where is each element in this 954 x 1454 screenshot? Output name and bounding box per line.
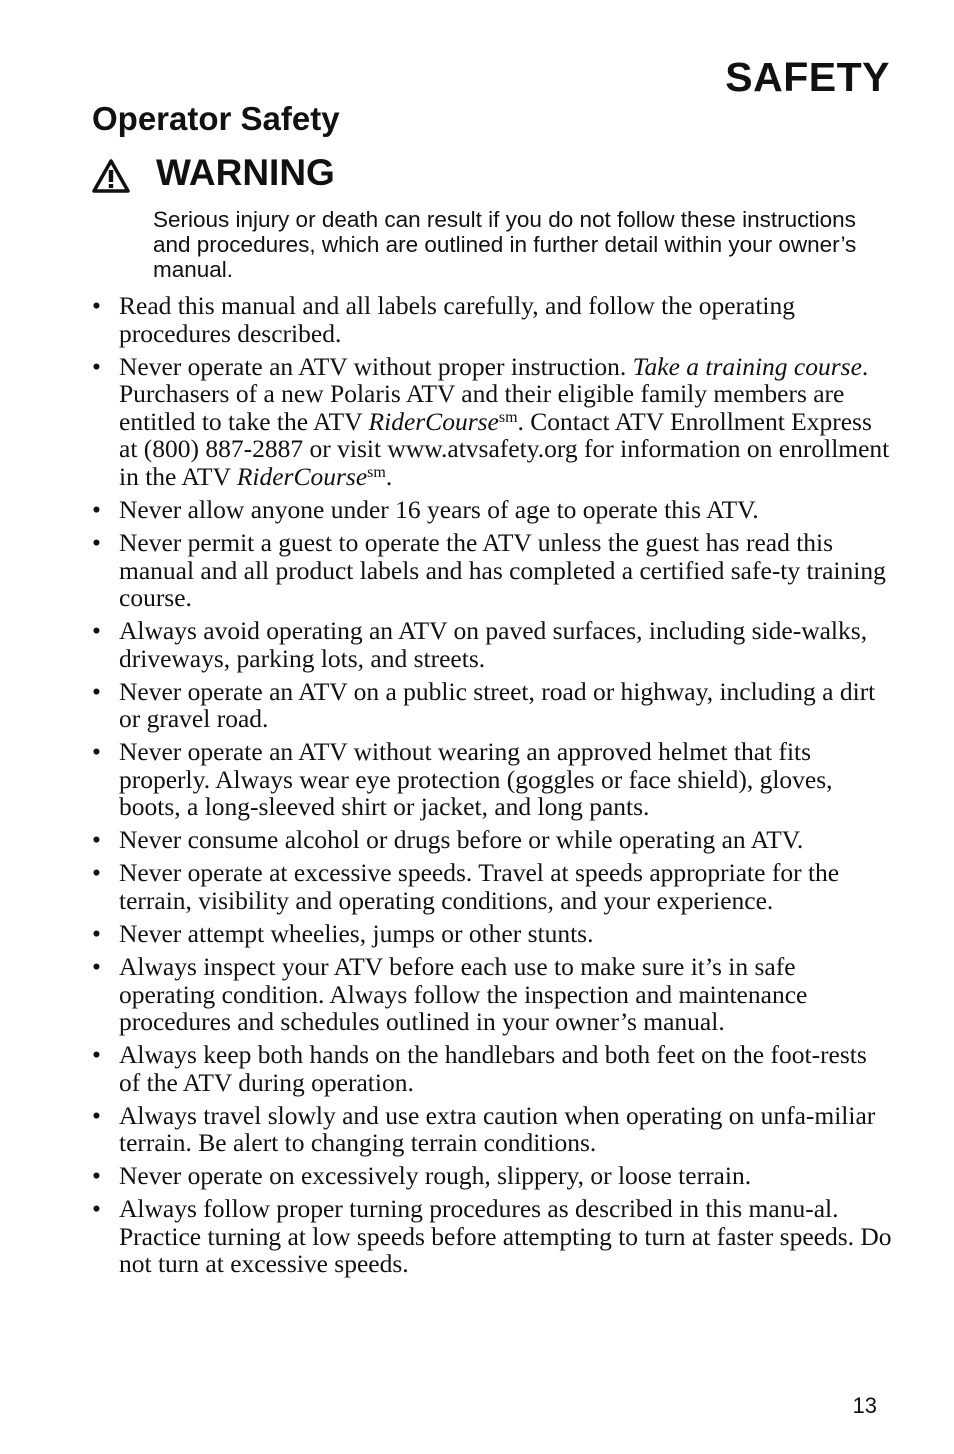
warning-text: Serious injury or death can result if you do not follow these instructions and procedures, which are outlined in further detail within your owner’s manual. [153,207,857,282]
course-name: RiderCourse [368,406,499,436]
list-item-text: Never permit a guest to operate the ATV unless the guest has read this manual and all product labels and has completed a certified safe-ty training course. [119,527,886,613]
list-item-text: Never operate at excessive speeds. Travel at speeds appropriate for the terrain, visibility and operating conditions, and your experience. [119,858,840,915]
list-item [92,529,892,612]
list-item [92,1041,892,1096]
list-item [92,678,892,733]
bullet-marker: • [92,494,101,524]
list-item-text: Always travel slowly and use extra caution when operating on unfa-miliar terrain. Be alert to changing terrain conditions. [119,1100,876,1158]
bullet-marker: • [92,676,101,706]
bullet-marker: • [92,825,101,855]
bullet-marker: • [92,1040,101,1070]
list-item [92,859,892,914]
list-item [92,920,892,948]
list-item [92,953,892,1036]
list-item-text: Never allow anyone under 16 years of age to operate this ATV. [119,494,759,524]
list-item [92,1102,892,1157]
bullet-marker: • [92,351,101,381]
bullet-marker: • [92,527,101,557]
list-item-text: Read this manual and all labels carefully, and follow the operating procedures described. [119,291,795,348]
list-item [92,292,892,347]
bullet-marker: • [92,291,101,320]
bullet-marker: • [92,1161,101,1191]
safety-list [92,292,892,1283]
subsection-title: Operator Safety [92,100,340,137]
list-item-text: Never operate an ATV without proper instruction. Take a training course. Purchasers of a new Polaris ATV and their eligible family members are entitled to take the ATV RiderCourse$^{sm}$. Contact ATV Enrollment Express at (800) 887-2887 or visit www.atvsafety.org for information on enrollment in the ATV RiderCourse$^{sm}$. [119,351,890,491]
bullet-marker: • [92,951,101,981]
list-item-text: Always follow proper turning procedures as described in this manu-al. Practice turning at low speeds before attempting to turn at faster speeds. Do not turn at excessive speeds. [119,1194,892,1279]
warning-label: WARNING [156,152,335,193]
course-name: RiderCourse [236,461,368,491]
bullet-marker: • [92,616,101,646]
bullet-marker: • [92,1194,101,1224]
list-item-text: Always keep both hands on the handlebars and both feet on the foot-rests of the ATV during operation. [119,1040,867,1097]
page-number: 13 [852,1393,877,1418]
bullet-marker: • [92,737,101,767]
list-item-text: Never operate an ATV on a public street, road or highway, including a dirt or gravel road. [119,676,876,734]
warning-header [92,152,335,194]
list-item-text: Never operate an ATV without wearing an approved helmet that fits properly. Always wear eye protection (goggles or face shield), gloves, boots, a long-sleeved shirt or jacket, and long pants. [119,737,833,822]
bullet-marker: • [92,858,101,888]
list-item [92,826,892,854]
bullet-marker: • [92,918,101,948]
section-title: SAFETY [725,54,890,100]
list-item [92,353,892,491]
list-item-text: Never attempt wheelies, jumps or other stunts. [119,918,594,948]
list-item [92,617,892,672]
list-item [92,1162,892,1190]
list-item-text: Always inspect your ATV before each use to make sure it’s in safe operating condition. Always follow the inspection and maintenance procedures and schedules outlined in your owner’s manual. [119,951,808,1037]
list-item [92,1195,892,1278]
list-item-text: Never operate on excessively rough, slippery, or loose terrain. [119,1161,752,1191]
list-item-text: Always avoid operating an ATV on paved surfaces, including side-walks, driveways, parking lots, and streets. [119,616,868,673]
list-item [92,738,892,821]
list-item-text: Never consume alcohol or drugs before or while operating an ATV. [119,825,804,855]
emphasis-text: Take a training course [632,351,862,381]
bullet-marker: • [92,1100,101,1130]
list-item [92,496,892,524]
warning-triangle-icon [92,159,130,193]
